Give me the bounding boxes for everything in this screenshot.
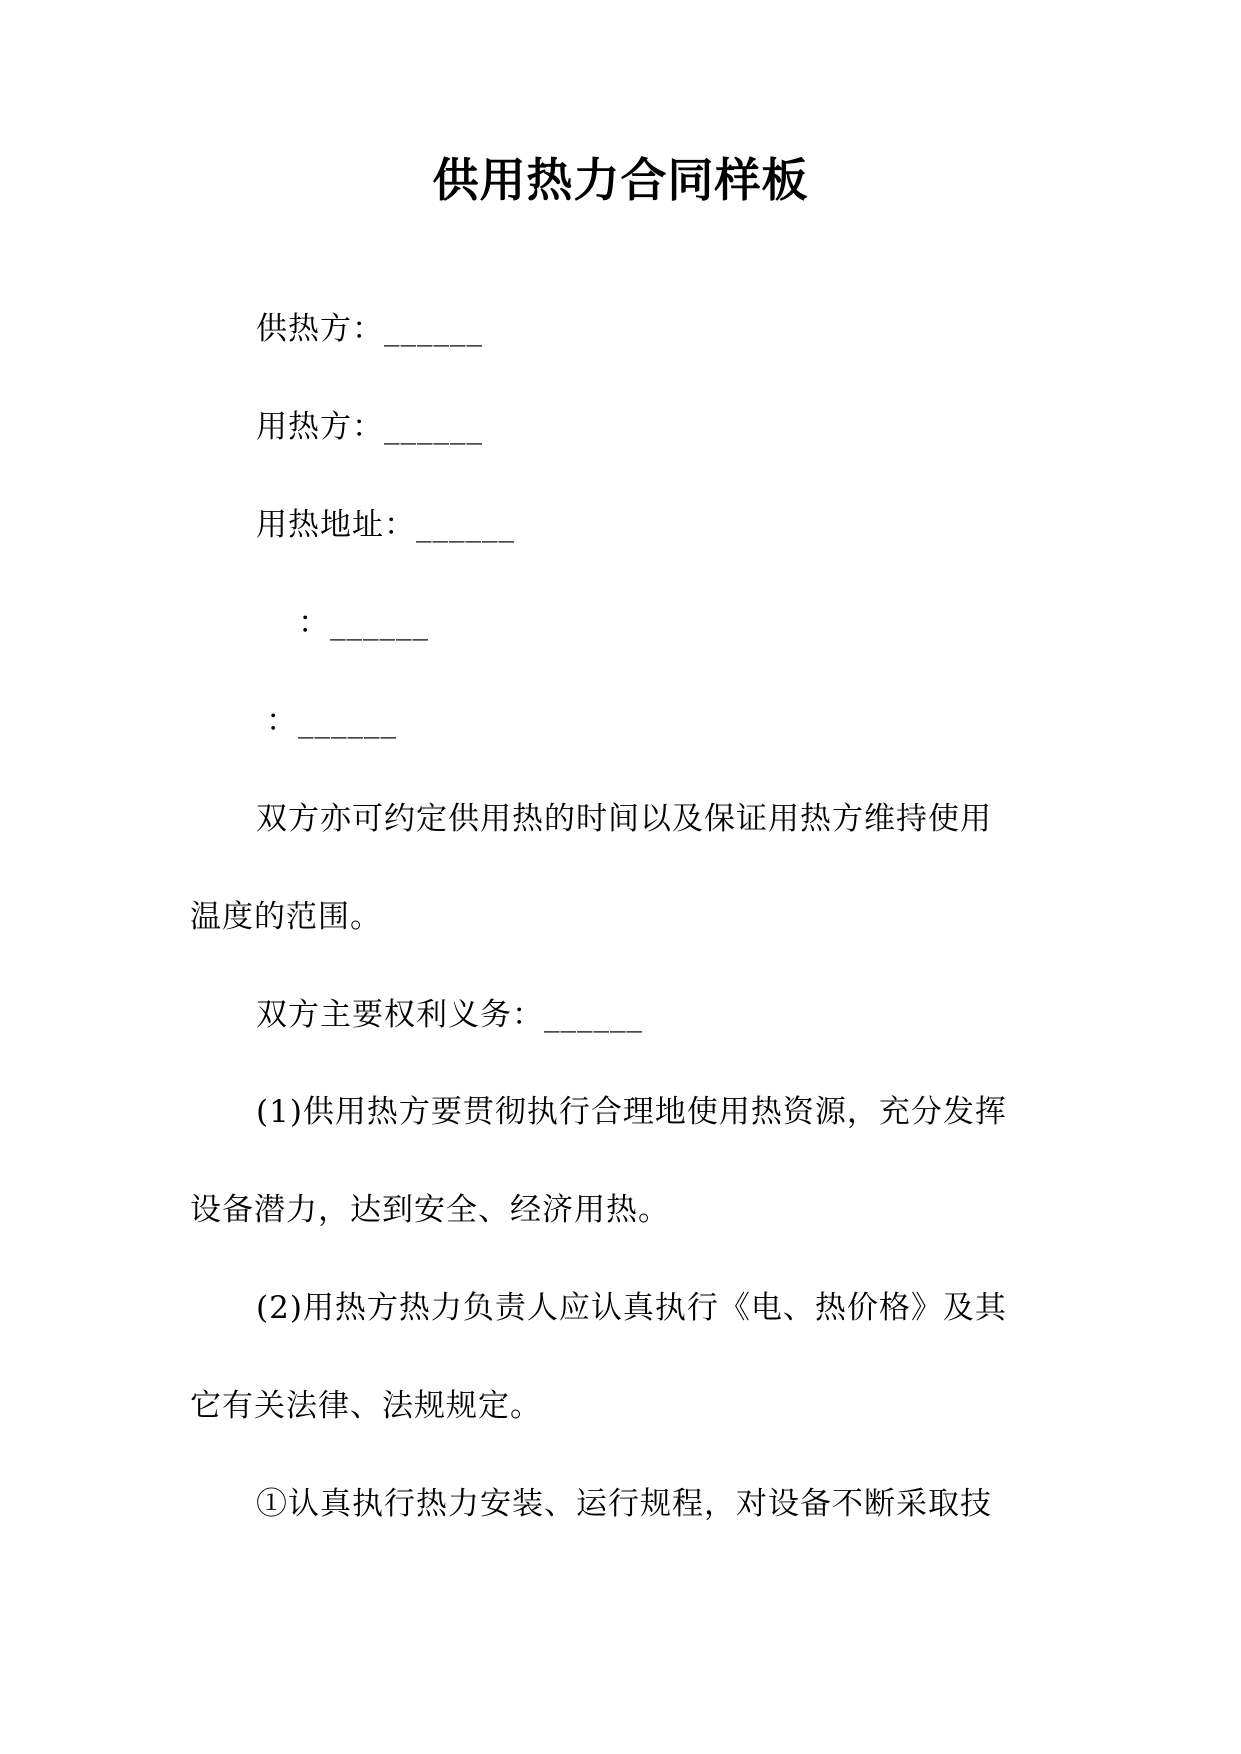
paragraph-1-line-2: 温度的范围。 — [190, 899, 382, 935]
item-1-line-1: (1)供用热方要贯彻执行合理地使用热资源，充分发挥 — [256, 1094, 1007, 1130]
item-2-sub-1-line-1: ①认真执行热力安装、运行规程，对设备不断采取技 — [256, 1486, 992, 1522]
field-blank-1: ：______ — [298, 605, 429, 641]
document-title: 供用热力合同样板 — [432, 153, 809, 207]
paragraph-1-line-1: 双方亦可约定供用热的时间以及保证用热方维持使用 — [256, 801, 992, 837]
item-1-line-2: 设备潜力，达到安全、经济用热。 — [190, 1192, 670, 1228]
field-heat-user: 用热方：______ — [256, 409, 483, 445]
field-blank-2: ：______ — [266, 703, 397, 739]
field-heat-address: 用热地址：______ — [256, 507, 515, 543]
item-2-line-1: (2)用热方热力负责人应认真执行《电、热价格》及其 — [256, 1290, 1007, 1326]
rights-duties-heading: 双方主要权利义务：______ — [256, 997, 643, 1033]
field-heat-supplier: 供热方：______ — [256, 311, 483, 347]
item-2-line-2: 它有关法律、法规规定。 — [190, 1388, 542, 1424]
